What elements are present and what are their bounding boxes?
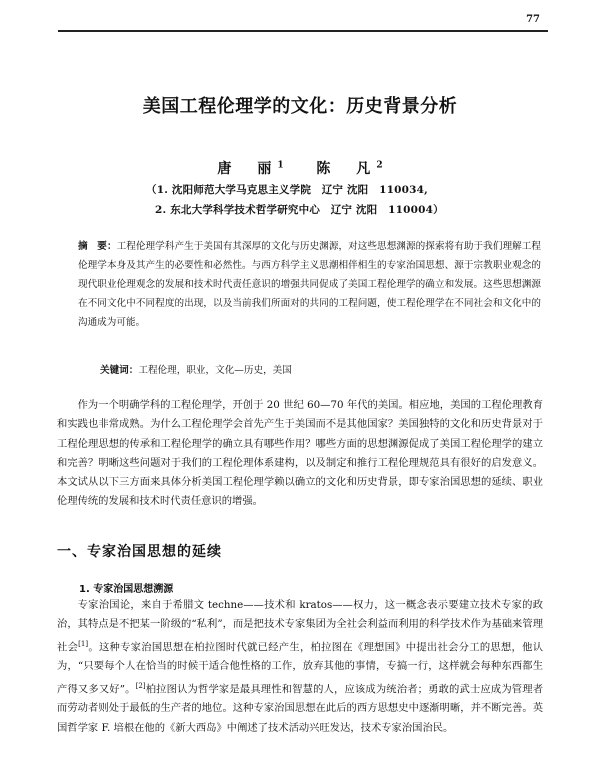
affiliation-line: （1. 沈阳师范大学马克思主义学院 辽宁 沈阳 110034, (146, 184, 428, 196)
keywords (100, 362, 292, 376)
paragraph-text: 柏拉图认为哲学家是最具理性和智慧的人，应该成为统治者；勇敢的武士应成为管理者而劳动者则处于最低的生产者的地位。这种专家治国思想在此后的西方思想史中逐渐明晰，并不断完善。英国哲学家 F. 培根在他的《新大西岛》中阐述了技术活动兴旺发达，技术专家治国治民。 (57, 683, 543, 734)
paragraph-text: 。这种专家治国思想在柏拉图时代就已经产生，柏拉图在《理想国》中提出社会分工的思想，他认为，“只要每个人在恰当的时候干适合他性格的工作，放弃其他的事情，专搞一行，这样就会每种东西都生产得又多又好”。 (57, 641, 544, 696)
article-title: 美国工程伦理学的文化：历史背景分析 (142, 96, 458, 117)
header-rule (58, 30, 548, 32)
keywords-text: 工程伦理，职业，文化—历史，美国 (138, 365, 292, 376)
abstract (78, 237, 541, 332)
section-paragraph (57, 596, 543, 738)
author-affiliation-mark: 1 (277, 160, 284, 171)
keywords-label: 关键词： (100, 365, 139, 376)
citation-mark: [1] (78, 639, 89, 648)
author-affiliation-mark: 2 (376, 160, 383, 171)
abstract-label: 摘 要： (78, 241, 117, 252)
affiliation-line: 2. 东北大学科学技术哲学研究中心 辽宁 沈阳 110004） (155, 204, 444, 216)
paragraph-text: 专家治国论，来自于希腊文 techne——技术和 kratos——权力，这一概念表示要建立技术专家的政治，其特点是不把某一阶级的“私利”，而是把技术专家集团为全社会利益而利用的科学技术作为基础来管理社会 (57, 599, 543, 654)
citation-mark: [2] (135, 681, 146, 690)
section-heading: 一、专家治国思想的延续 (57, 544, 222, 560)
page-number: 77 (526, 14, 540, 25)
intro-paragraph: 作为一个明确学科的工程伦理学，开创于 20 世纪 60—70 年代的美国。相应地，美国的工程伦理教育和实践也非常成熟。为什么工程伦理学会首先产生于美国而不是其他国家？美国独特的文化和历史背景对于工程伦理思想的传承和工程伦理学的确立具有哪些作用？哪些方面的思想渊源促成了美国工程伦理学的建立和完善？明晰这些问题对于我们的工程伦理体系建构，以及制定和推行工程伦理规范具有很好的启发意义。本文试从以下三方面来具体分析美国工程伦理学赖以确立的文化和历史背景，即专家治国思想的延续、职业伦理传统的发展和技术时代责任意识的增强。 (57, 399, 543, 508)
author-line (0, 158, 600, 178)
author-name: 陈 凡 (316, 161, 377, 177)
subsection-heading: 1. 专家治国思想溯源 (79, 584, 174, 595)
abstract-text: 工程伦理学科产生于美国有其深厚的文化与历史渊源，对这些思想渊源的探索将有助于我们理解工程伦理学本身及其产生的必要性和必然性。与西方科学主义思潮相伴相生的专家治国思想、源于宗教职业观念的现代职业伦理观念的发展和技术时代责任意识的增强共同促成了美国工程伦理学的确立和发展。这些思想渊源在不同文化中不同程度的出现，以及当前我们所面对的共同的工程问题，使工程伦理学在不同社会和文化中的沟通成为可能。 (78, 241, 542, 329)
author-name: 唐 丽 (217, 161, 278, 177)
